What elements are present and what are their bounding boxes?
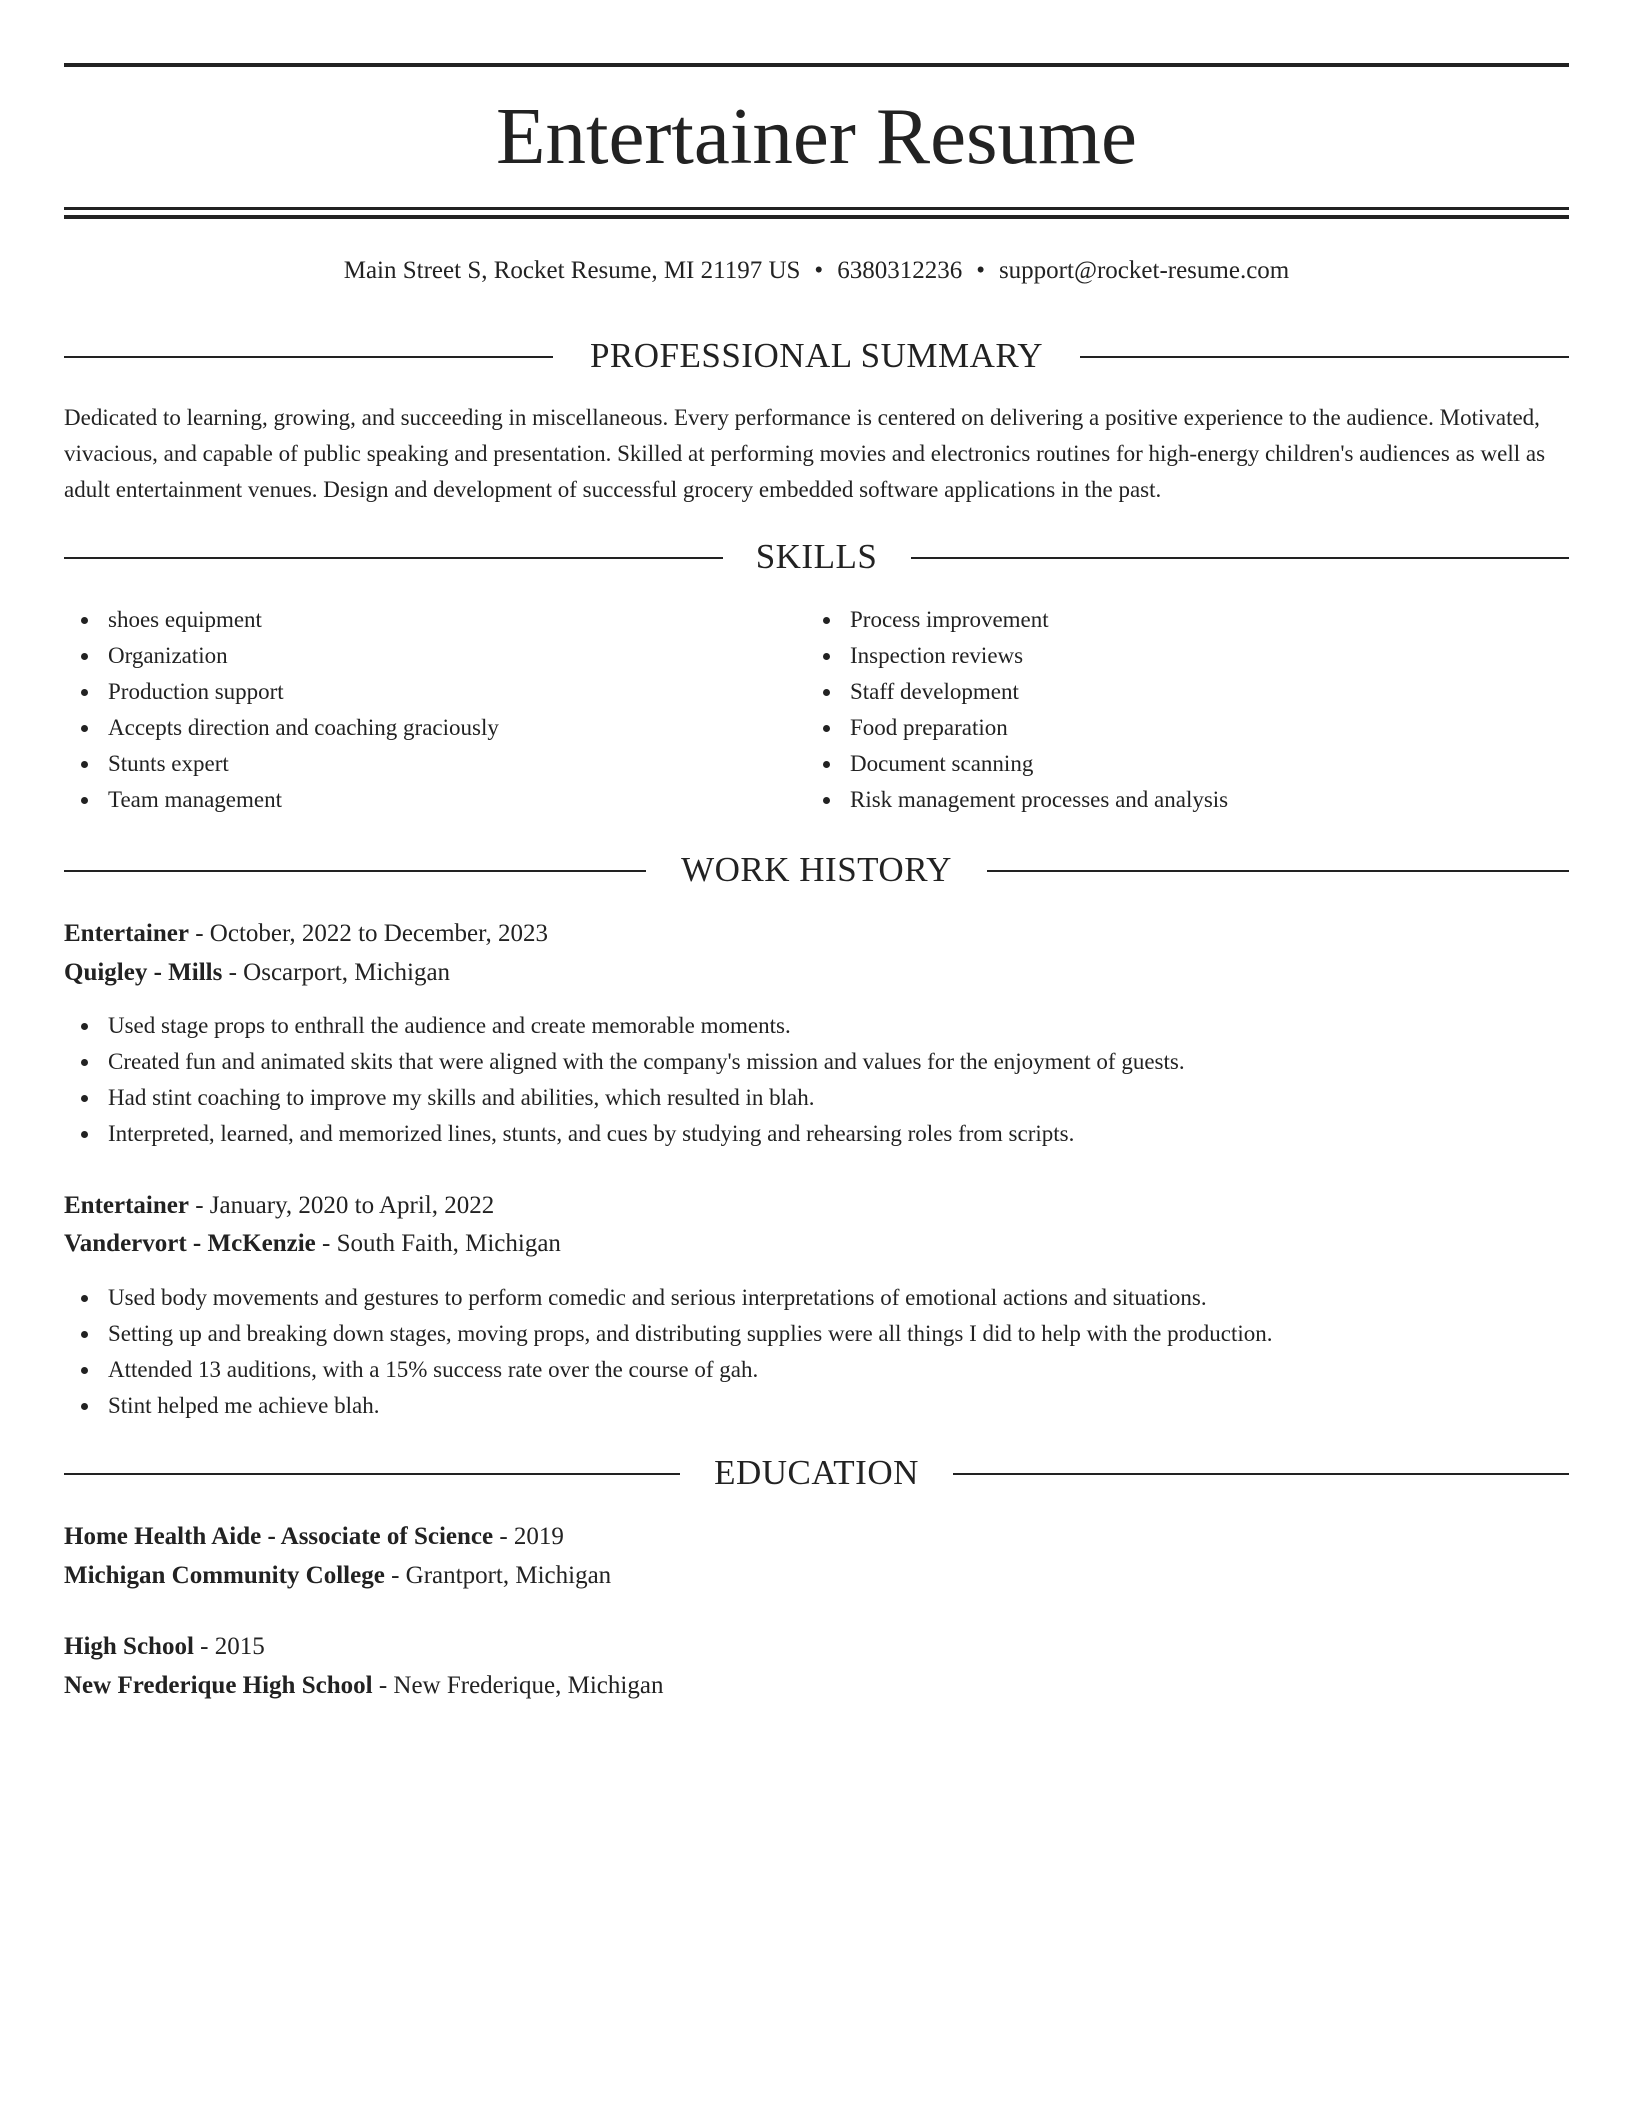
skill-item: Inspection reviews	[806, 638, 1546, 674]
job-bullet: Setting up and breaking down stages, moving props, and distributing supplies were all things I did to help with the production.	[64, 1316, 1569, 1352]
job-bullets	[64, 1280, 1569, 1424]
job-company: Vandervort - McKenzie	[64, 1230, 316, 1257]
education-degree-line: Home Health Aide - Associate of Science - 2019	[64, 1523, 564, 1550]
skill-item: Production support	[64, 674, 804, 710]
section-heading-education	[64, 1451, 1569, 1495]
contact-line	[64, 254, 1569, 288]
heading-rule-right	[953, 1473, 1569, 1475]
education-degree: Home Health Aide - Associate of Science	[64, 1523, 494, 1550]
job-bullet: Created fun and animated skits that were aligned with the company's mission and values for the enjoyment of guests.	[64, 1044, 1569, 1080]
heading-rule-right	[987, 870, 1569, 872]
education-degree-line: High School - 2015	[64, 1633, 265, 1660]
education-location: Grantport, Michigan	[405, 1562, 612, 1589]
job-bullet: Had stint coaching to improve my skills and abilities, which resulted in blah.	[64, 1080, 1569, 1116]
skill-item: Process improvement	[806, 602, 1546, 638]
section-title-work: WORK HISTORY	[681, 850, 952, 889]
education-school-line: Michigan Community College - Grantport, Michigan	[64, 1562, 612, 1589]
education-year: 2015	[214, 1633, 265, 1660]
contact-phone: 6380312236	[837, 257, 963, 284]
section-title-summary: PROFESSIONAL SUMMARY	[589, 336, 1044, 375]
section-heading-skills	[64, 535, 1569, 579]
job-company-line: Quigley - Mills - Oscarport, Michigan	[64, 959, 451, 986]
section-title-education: EDUCATION	[714, 1453, 919, 1492]
job-title-line: Entertainer - October, 2022 to December, 2023	[64, 920, 548, 947]
skill-item: Risk management processes and analysis	[806, 782, 1546, 818]
skills-list-left	[64, 602, 804, 818]
job-bullet: Stint helped me achieve blah.	[64, 1388, 1569, 1424]
job-location: Oscarport, Michigan	[243, 959, 451, 986]
education-school: Michigan Community College	[64, 1562, 385, 1589]
education-school-line: New Frederique High School - New Frederique, Michigan	[64, 1672, 664, 1699]
job-dates: January, 2020 to April, 2022	[209, 1192, 495, 1219]
title-rule-lower	[64, 215, 1569, 219]
skill-item: Organization	[64, 638, 804, 674]
job-bullet: Used body movements and gestures to perform comedic and serious interpretations of emotional actions and situations.	[64, 1280, 1569, 1316]
job-bullet: Attended 13 auditions, with a 15% success rate over the course of gah.	[64, 1352, 1569, 1388]
top-rule	[64, 63, 1569, 67]
contact-address: Main Street S, Rocket Resume, MI 21197 US	[343, 257, 801, 284]
section-heading-summary	[64, 334, 1569, 378]
education-school: New Frederique High School	[64, 1672, 373, 1699]
job-dates: October, 2022 to December, 2023	[209, 920, 548, 947]
skills-list-right	[806, 602, 1546, 818]
skill-item: Accepts direction and coaching graciously	[64, 710, 804, 746]
job-bullets	[64, 1008, 1569, 1152]
job-bullet: Interpreted, learned, and memorized lines, stunts, and cues by studying and rehearsing roles from scripts.	[64, 1116, 1569, 1152]
contact-email: support@rocket-resume.com	[998, 257, 1290, 284]
contact-separator: •	[976, 257, 985, 284]
skill-item: Food preparation	[806, 710, 1546, 746]
heading-rule-right	[911, 557, 1569, 559]
title-rule-upper	[64, 207, 1569, 210]
contact-separator: •	[814, 257, 824, 284]
education-year: 2019	[513, 1523, 564, 1550]
section-heading-work	[64, 848, 1569, 892]
job-title: Entertainer	[64, 920, 189, 947]
education-degree: High School	[64, 1633, 194, 1660]
job-title: Entertainer	[64, 1192, 189, 1219]
job-company: Quigley - Mills	[64, 959, 223, 986]
summary-text: Dedicated to learning, growing, and succeeding in miscellaneous. Every performance is centered on delivering a positive experience to the audience. Motivated, vivacious, and capable of public speaking and presentation. Skilled at performing movies and electronics routines for high-energy children's audiences as well as adult entertainment venues. Design and development of successful grocery embedded software applications in the past.	[64, 405, 1546, 502]
skill-item: Staff development	[806, 674, 1546, 710]
skill-item: shoes equipment	[64, 602, 804, 638]
page-title: Entertainer Resume	[496, 91, 1137, 181]
skill-item: Stunts expert	[64, 746, 804, 782]
education-location: New Frederique, Michigan	[393, 1672, 664, 1699]
section-title-skills: SKILLS	[755, 537, 878, 576]
heading-rule-right	[1080, 356, 1569, 358]
skill-item: Document scanning	[806, 746, 1546, 782]
job-location: South Faith, Michigan	[336, 1230, 561, 1257]
job-title-line: Entertainer - January, 2020 to April, 2022	[64, 1192, 495, 1219]
job-company-line: Vandervort - McKenzie - South Faith, Michigan	[64, 1230, 561, 1257]
job-bullet: Used stage props to enthrall the audience and create memorable moments.	[64, 1008, 1569, 1044]
skill-item: Team management	[64, 782, 804, 818]
